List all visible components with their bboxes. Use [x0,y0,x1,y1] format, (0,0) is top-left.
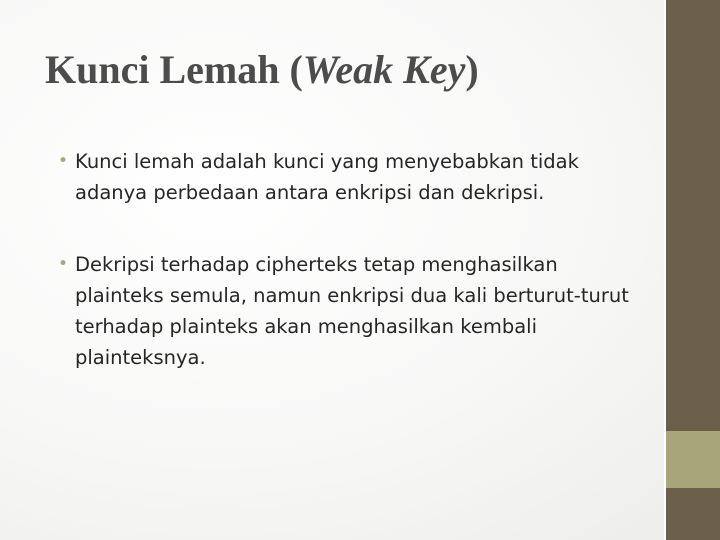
slide-title [45,40,479,100]
bullet-item [58,249,648,373]
side-divider [664,0,666,540]
title-italic: Weak Key [302,47,466,92]
title-main: Kunci Lemah ( [45,47,303,92]
bullet-text: Dekripsi terhadap cipherteks tetap menghasilkan plainteks semula, namun enkripsi dua kali berturut-turut terhadap plainteks akan menghasilkan kembali plainteksnya. [75,253,629,369]
bullet-icon: • [58,254,69,274]
bullet-item [58,146,648,208]
bullet-icon: • [58,151,69,171]
bullet-text: Kunci lemah adalah kunci yang menyebabkan tidak adanya perbedaan antara enkripsi dan dekripsi. [75,150,579,204]
bullet-list [58,146,648,414]
title-end: ) [465,47,479,92]
side-bar-accent [666,431,720,488]
